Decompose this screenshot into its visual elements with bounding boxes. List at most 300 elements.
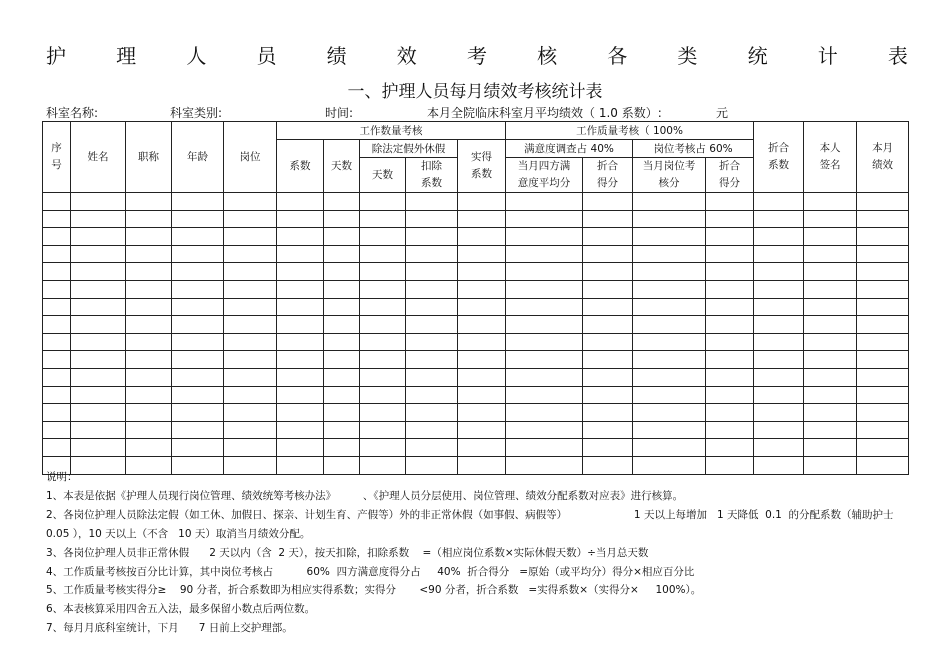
table-cell[interactable] — [857, 245, 909, 263]
table-cell[interactable] — [583, 280, 633, 298]
table-cell[interactable] — [706, 421, 754, 439]
table-cell[interactable] — [406, 368, 458, 386]
table-cell[interactable] — [406, 333, 458, 351]
table-cell[interactable] — [754, 210, 804, 228]
table-cell[interactable] — [71, 368, 126, 386]
table-row — [43, 386, 909, 404]
table-cell[interactable] — [224, 368, 277, 386]
table-cell[interactable] — [277, 404, 324, 422]
table-cell[interactable] — [324, 386, 360, 404]
table-cell[interactable] — [804, 368, 857, 386]
table-cell[interactable] — [754, 280, 804, 298]
table-cell[interactable] — [804, 245, 857, 263]
table-cell[interactable] — [406, 386, 458, 404]
table-cell[interactable] — [277, 368, 324, 386]
table-cell[interactable] — [633, 280, 706, 298]
table-cell[interactable] — [706, 210, 754, 228]
table-cell[interactable] — [172, 193, 224, 211]
main-title-char: 护 — [46, 44, 66, 68]
table-cell[interactable] — [360, 368, 406, 386]
table-cell[interactable] — [172, 368, 224, 386]
table-cell[interactable] — [71, 228, 126, 246]
table-cell[interactable] — [583, 210, 633, 228]
table-cell[interactable] — [126, 263, 172, 281]
table-cell[interactable] — [706, 333, 754, 351]
table-cell[interactable] — [857, 386, 909, 404]
table-cell[interactable] — [43, 210, 71, 228]
col-coef: 系数 — [277, 140, 324, 193]
table-cell[interactable] — [224, 421, 277, 439]
table-cell[interactable] — [804, 333, 857, 351]
work-quality-header: 工作质量考核（ 100% — [506, 122, 754, 140]
table-cell[interactable] — [633, 228, 706, 246]
table-cell[interactable] — [71, 210, 126, 228]
table-cell[interactable] — [126, 368, 172, 386]
table-cell[interactable] — [506, 439, 583, 457]
note-line: 2、各岗位护理人员除法定假（如工休、加假日、探亲、计划生育、产假等）外的非正常休假（如事假、病假等） 1 天以上每增加 1 天降低 0.1 的分配系数（辅助护士 — [46, 508, 894, 521]
table-cell[interactable] — [458, 245, 506, 263]
table-cell[interactable] — [857, 210, 909, 228]
table-cell[interactable] — [754, 245, 804, 263]
main-title-char: 理 — [116, 44, 137, 68]
table-cell[interactable] — [804, 280, 857, 298]
table-cell[interactable] — [458, 368, 506, 386]
table-cell[interactable] — [277, 263, 324, 281]
table-cell[interactable] — [172, 351, 224, 369]
table-cell[interactable] — [172, 439, 224, 457]
table-cell[interactable] — [754, 263, 804, 281]
table-cell[interactable] — [126, 386, 172, 404]
table-cell[interactable] — [71, 193, 126, 211]
main-title-char: 考 — [466, 44, 487, 68]
table-cell[interactable] — [71, 351, 126, 369]
table-cell[interactable] — [324, 228, 360, 246]
table-cell[interactable] — [71, 333, 126, 351]
table-cell[interactable] — [857, 439, 909, 457]
table-cell[interactable] — [458, 228, 506, 246]
avg-performance-label: 本月全院临床科室月平均绩效（ 1.0 系数）: — [427, 106, 662, 120]
table-cell[interactable] — [633, 351, 706, 369]
table-cell[interactable] — [506, 333, 583, 351]
table-cell[interactable] — [126, 439, 172, 457]
table-cell[interactable] — [172, 333, 224, 351]
table-cell[interactable] — [224, 351, 277, 369]
table-cell[interactable] — [633, 333, 706, 351]
table-cell[interactable] — [857, 333, 909, 351]
table-cell[interactable] — [706, 280, 754, 298]
table-cell[interactable] — [633, 368, 706, 386]
table-cell[interactable] — [43, 439, 71, 457]
table-cell[interactable] — [277, 280, 324, 298]
table-cell[interactable] — [277, 421, 324, 439]
table-cell[interactable] — [172, 298, 224, 316]
table-cell[interactable] — [754, 404, 804, 422]
table-cell[interactable] — [71, 263, 126, 281]
table-cell[interactable] — [706, 386, 754, 404]
table-cell[interactable] — [804, 421, 857, 439]
table-cell[interactable] — [406, 316, 458, 334]
table-cell[interactable] — [43, 228, 71, 246]
table-cell[interactable] — [406, 421, 458, 439]
table-cell[interactable] — [506, 351, 583, 369]
table-cell[interactable] — [324, 404, 360, 422]
table-cell[interactable] — [754, 333, 804, 351]
table-row — [43, 263, 909, 281]
table-cell[interactable] — [360, 298, 406, 316]
table-cell[interactable] — [706, 228, 754, 246]
table-cell[interactable] — [583, 228, 633, 246]
table-cell[interactable] — [324, 316, 360, 334]
table-cell[interactable] — [324, 193, 360, 211]
table-cell[interactable] — [583, 439, 633, 457]
table-cell[interactable] — [583, 386, 633, 404]
main-title-char: 人 — [186, 44, 207, 68]
table-cell[interactable] — [43, 280, 71, 298]
table-cell[interactable] — [706, 193, 754, 211]
table-cell[interactable] — [754, 193, 804, 211]
table-cell[interactable] — [706, 316, 754, 334]
table-cell[interactable] — [43, 245, 71, 263]
table-cell[interactable] — [857, 316, 909, 334]
note-line: 6、本表核算采用四舍五入法，最多保留小数点后两位数。 — [46, 603, 316, 616]
table-cell[interactable] — [804, 386, 857, 404]
table-cell[interactable] — [406, 404, 458, 422]
table-cell[interactable] — [857, 298, 909, 316]
table-cell[interactable] — [754, 421, 804, 439]
table-cell[interactable] — [706, 439, 754, 457]
avg-performance-unit: 元 — [716, 106, 729, 120]
table-cell[interactable] — [324, 333, 360, 351]
table-cell[interactable] — [804, 316, 857, 334]
table-cell[interactable] — [804, 351, 857, 369]
main-title-char: 统 — [747, 44, 768, 68]
table-cell[interactable] — [406, 280, 458, 298]
table-cell[interactable] — [458, 386, 506, 404]
table-cell[interactable] — [458, 333, 506, 351]
table-cell[interactable] — [43, 386, 71, 404]
table-cell[interactable] — [71, 280, 126, 298]
table-cell[interactable] — [583, 351, 633, 369]
table-cell[interactable] — [754, 298, 804, 316]
table-row — [43, 316, 909, 334]
table-cell[interactable] — [126, 316, 172, 334]
table-cell[interactable] — [706, 404, 754, 422]
table-cell[interactable] — [360, 280, 406, 298]
table-cell[interactable] — [224, 228, 277, 246]
table-cell[interactable] — [360, 351, 406, 369]
table-cell[interactable] — [360, 263, 406, 281]
table-row — [43, 421, 909, 439]
note-line: 4、工作质量考核按百分比计算，其中岗位考核占 60% 四方满意度得分占 40% 折合得分 =原始（或平均分）得分×相应百分比 — [46, 565, 695, 578]
table-cell[interactable] — [583, 368, 633, 386]
table-cell[interactable] — [126, 351, 172, 369]
table-cell[interactable] — [126, 228, 172, 246]
table-cell[interactable] — [506, 228, 583, 246]
table-cell[interactable] — [224, 439, 277, 457]
table-cell[interactable] — [754, 228, 804, 246]
table-cell[interactable] — [71, 421, 126, 439]
table-cell[interactable] — [360, 316, 406, 334]
table-cell[interactable] — [633, 245, 706, 263]
table-cell[interactable] — [506, 245, 583, 263]
table-cell[interactable] — [804, 193, 857, 211]
table-cell[interactable] — [804, 210, 857, 228]
table-cell[interactable] — [857, 263, 909, 281]
table-cell[interactable] — [71, 386, 126, 404]
table-cell[interactable] — [857, 351, 909, 369]
table-cell[interactable] — [754, 351, 804, 369]
table-cell[interactable] — [224, 245, 277, 263]
table-cell[interactable] — [633, 421, 706, 439]
table-cell[interactable] — [172, 404, 224, 422]
table-row — [43, 368, 909, 386]
table-cell[interactable] — [633, 404, 706, 422]
main-title-char: 各 — [607, 44, 628, 68]
table-cell[interactable] — [857, 368, 909, 386]
table-cell[interactable] — [506, 298, 583, 316]
table-cell[interactable] — [360, 333, 406, 351]
table-cell[interactable] — [277, 333, 324, 351]
table-cell[interactable] — [324, 245, 360, 263]
table-cell[interactable] — [172, 245, 224, 263]
table-cell[interactable] — [458, 439, 506, 457]
table-cell[interactable] — [633, 316, 706, 334]
table-cell[interactable] — [506, 210, 583, 228]
table-cell[interactable] — [506, 280, 583, 298]
table-cell[interactable] — [43, 368, 71, 386]
table-cell[interactable] — [224, 298, 277, 316]
table-cell[interactable] — [804, 228, 857, 246]
table-cell[interactable] — [857, 228, 909, 246]
col-days: 天数 — [324, 140, 360, 193]
col-post: 岗位 — [224, 122, 277, 193]
table-cell[interactable] — [172, 263, 224, 281]
table-cell[interactable] — [633, 210, 706, 228]
table-cell[interactable] — [172, 316, 224, 334]
note-line: 0.05 ），10 天以上（不含 10 天）取消当月绩效分配。 — [46, 527, 311, 540]
main-title-char: 员 — [256, 44, 277, 68]
table-cell[interactable] — [126, 245, 172, 263]
table-cell[interactable] — [224, 193, 277, 211]
table-cell[interactable] — [406, 193, 458, 211]
table-cell[interactable] — [360, 386, 406, 404]
table-cell[interactable] — [633, 193, 706, 211]
table-cell[interactable] — [506, 263, 583, 281]
table-cell[interactable] — [324, 351, 360, 369]
table-cell[interactable] — [706, 263, 754, 281]
table-cell[interactable] — [706, 368, 754, 386]
table-cell[interactable] — [172, 280, 224, 298]
table-cell[interactable] — [754, 439, 804, 457]
table-row — [43, 210, 909, 228]
table-cell[interactable] — [458, 298, 506, 316]
table-cell[interactable] — [224, 333, 277, 351]
notes — [46, 468, 894, 638]
table-cell[interactable] — [324, 421, 360, 439]
table-cell[interactable] — [224, 280, 277, 298]
table-cell[interactable] — [583, 245, 633, 263]
table-cell[interactable] — [360, 245, 406, 263]
table-cell[interactable] — [406, 228, 458, 246]
table-cell[interactable] — [43, 421, 71, 439]
main-title — [46, 40, 908, 69]
table-cell[interactable] — [324, 280, 360, 298]
sub-title: 一、护理人员每月绩效考核统计表 — [347, 82, 603, 102]
table-cell[interactable] — [224, 210, 277, 228]
table-cell[interactable] — [506, 368, 583, 386]
table-cell[interactable] — [43, 298, 71, 316]
table-row — [43, 439, 909, 457]
col-converted-score-2: 折合 得分 — [706, 158, 754, 193]
table-cell[interactable] — [324, 263, 360, 281]
table-cell[interactable] — [126, 280, 172, 298]
table-cell[interactable] — [857, 421, 909, 439]
table-cell[interactable] — [804, 404, 857, 422]
table-cell[interactable] — [277, 316, 324, 334]
table-cell[interactable] — [126, 210, 172, 228]
col-post-assess-score: 当月岗位考 核分 — [633, 158, 706, 193]
table-cell[interactable] — [71, 404, 126, 422]
table-cell[interactable] — [277, 439, 324, 457]
table-cell[interactable] — [506, 421, 583, 439]
table-cell[interactable] — [506, 316, 583, 334]
table-cell[interactable] — [706, 351, 754, 369]
table-cell[interactable] — [277, 351, 324, 369]
table-cell[interactable] — [324, 368, 360, 386]
table-cell[interactable] — [706, 298, 754, 316]
table-cell[interactable] — [633, 439, 706, 457]
col-signature: 本人 签名 — [804, 122, 857, 193]
table-cell[interactable] — [406, 263, 458, 281]
table-cell[interactable] — [43, 193, 71, 211]
table-cell[interactable] — [406, 351, 458, 369]
table-cell[interactable] — [706, 245, 754, 263]
table-cell[interactable] — [458, 263, 506, 281]
table-cell[interactable] — [43, 333, 71, 351]
table-cell[interactable] — [458, 280, 506, 298]
table-cell[interactable] — [126, 193, 172, 211]
table-cell[interactable] — [583, 421, 633, 439]
table-cell[interactable] — [458, 404, 506, 422]
table-row — [43, 280, 909, 298]
table-cell[interactable] — [43, 263, 71, 281]
table-cell[interactable] — [360, 210, 406, 228]
table-cell[interactable] — [172, 386, 224, 404]
table-cell[interactable] — [277, 210, 324, 228]
table-cell[interactable] — [360, 193, 406, 211]
dept-type-label: 科室类别: — [170, 106, 223, 120]
table-cell[interactable] — [804, 298, 857, 316]
table-cell[interactable] — [277, 228, 324, 246]
table-cell[interactable] — [633, 298, 706, 316]
col-name: 姓名 — [71, 122, 126, 193]
table-cell[interactable] — [324, 298, 360, 316]
table-cell[interactable] — [406, 298, 458, 316]
table-cell[interactable] — [458, 316, 506, 334]
table-row — [43, 193, 909, 211]
table-cell[interactable] — [224, 263, 277, 281]
table-cell[interactable] — [126, 298, 172, 316]
table-cell[interactable] — [71, 439, 126, 457]
table-cell[interactable] — [458, 210, 506, 228]
table-cell[interactable] — [754, 368, 804, 386]
main-title-char: 绩 — [326, 44, 347, 68]
table-cell[interactable] — [857, 404, 909, 422]
table-cell[interactable] — [754, 386, 804, 404]
table-row — [43, 245, 909, 263]
table-cell[interactable] — [458, 421, 506, 439]
table-cell[interactable] — [458, 193, 506, 211]
table-cell[interactable] — [277, 298, 324, 316]
table-cell[interactable] — [583, 316, 633, 334]
table-cell[interactable] — [277, 193, 324, 211]
table-row — [43, 228, 909, 246]
col-deduct-coef: 扣除 系数 — [406, 158, 458, 193]
note-line: 1、本表是依据《护理人员现行岗位管理、绩效统筹考核办法》 、《护理人员分层使用、岗位管理、绩效分配系数对应表》进行核算。 — [46, 489, 684, 502]
table-cell[interactable] — [857, 280, 909, 298]
table-cell[interactable] — [126, 404, 172, 422]
table-cell[interactable] — [506, 404, 583, 422]
main-title-char: 效 — [396, 44, 417, 68]
table-cell[interactable] — [224, 386, 277, 404]
table-cell[interactable] — [360, 404, 406, 422]
table-cell[interactable] — [506, 386, 583, 404]
table-cell[interactable] — [583, 298, 633, 316]
time-label: 时间: — [325, 106, 354, 120]
table-cell[interactable] — [583, 193, 633, 211]
leave-group-header: 除法定假外休假 — [360, 140, 458, 158]
table-cell[interactable] — [633, 263, 706, 281]
table-cell[interactable] — [172, 421, 224, 439]
table-cell[interactable] — [172, 210, 224, 228]
satisfaction-group-header: 满意度调查占 40% — [506, 140, 633, 158]
table-cell[interactable] — [324, 439, 360, 457]
table-cell[interactable] — [360, 421, 406, 439]
table-cell[interactable] — [71, 316, 126, 334]
table-cell[interactable] — [43, 351, 71, 369]
table-cell[interactable] — [71, 298, 126, 316]
table-cell[interactable] — [126, 333, 172, 351]
table-cell[interactable] — [172, 228, 224, 246]
table-cell[interactable] — [506, 193, 583, 211]
table-cell[interactable] — [224, 316, 277, 334]
table-cell[interactable] — [406, 210, 458, 228]
col-seq: 序 号 — [43, 122, 71, 193]
table-cell[interactable] — [406, 439, 458, 457]
table-cell[interactable] — [406, 245, 458, 263]
table-cell[interactable] — [360, 228, 406, 246]
table-cell[interactable] — [277, 245, 324, 263]
table-cell[interactable] — [126, 421, 172, 439]
table-cell[interactable] — [71, 245, 126, 263]
table-cell[interactable] — [804, 263, 857, 281]
table-cell[interactable] — [224, 404, 277, 422]
table-cell[interactable] — [857, 193, 909, 211]
table-cell[interactable] — [43, 316, 71, 334]
table-cell[interactable] — [583, 263, 633, 281]
col-converted-score-1: 折合 得分 — [583, 158, 633, 193]
table-cell[interactable] — [458, 351, 506, 369]
table-cell[interactable] — [583, 404, 633, 422]
table-cell[interactable] — [360, 439, 406, 457]
table-cell[interactable] — [804, 439, 857, 457]
table-cell[interactable] — [583, 333, 633, 351]
table-cell[interactable] — [277, 386, 324, 404]
table-cell[interactable] — [324, 210, 360, 228]
table-cell[interactable] — [633, 386, 706, 404]
table-cell[interactable] — [43, 404, 71, 422]
table-cell[interactable] — [754, 316, 804, 334]
